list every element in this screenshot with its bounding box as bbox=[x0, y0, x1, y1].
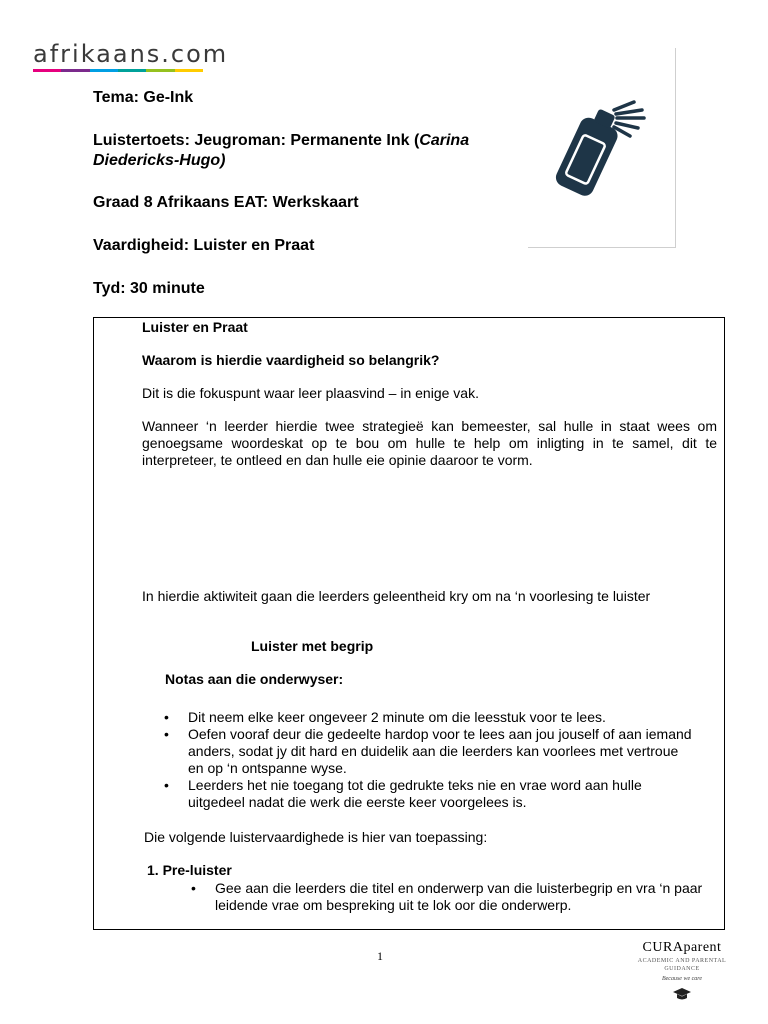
bullet-icon: • bbox=[164, 777, 169, 793]
bullet-icon: • bbox=[191, 880, 196, 896]
luistertoets-heading bbox=[93, 131, 533, 171]
logo-bar-segment bbox=[33, 69, 61, 72]
strategy-paragraph: Wanneer ‘n leerder hierdie twee strategieë kan bemeester, sal hulle in staat wees om genoegsame woordeskat op te bou om hulle te help om inligting in te samel, dit te interpreteer, te ontleed en dan hulle eie opinie daaroor te vorm. bbox=[142, 418, 717, 468]
spray-can-image bbox=[528, 48, 676, 248]
content-box bbox=[93, 317, 725, 930]
activity-text: In hierdie aktiwiteit gaan die leerders geleentheid kry om na ‘n voorlesing te luister bbox=[142, 588, 651, 604]
graduation-cap-icon bbox=[672, 987, 692, 1001]
tema-heading: Tema: Ge-Ink bbox=[93, 89, 194, 106]
logo-color-bar bbox=[33, 69, 203, 72]
box-title: Luister en Praat bbox=[142, 319, 248, 335]
list-item bbox=[191, 880, 711, 914]
list-item-text: Oefen vooraf deur die gedeelte hardop voor te lees aan jou jouself of aan iemand anders, sodat jy dit hard en duidelik aan die leerders kan voorlees met vertroue en op ‘n ontspanne wyse. bbox=[188, 726, 692, 776]
page-number: 1 bbox=[377, 949, 383, 963]
pre-listen-list bbox=[191, 880, 711, 914]
tyd-heading: Tyd: 30 minute bbox=[93, 280, 205, 297]
logo-text: afrikaans.com bbox=[33, 40, 229, 68]
box-question: Waarom is hierdie vaardigheid so belangrik? bbox=[142, 352, 440, 368]
logo-bar-segment bbox=[118, 69, 146, 72]
logo-bar-segment bbox=[61, 69, 89, 72]
skills-intro: Die volgende luistervaardighede is hier van toepassing: bbox=[144, 829, 488, 845]
author-name: Carina Diedericks-Hugo) bbox=[93, 132, 470, 169]
notes-heading: Notas aan die onderwyser: bbox=[165, 671, 344, 687]
graad-heading: Graad 8 Afrikaans EAT: Werkskaart bbox=[93, 194, 359, 211]
list-item bbox=[164, 726, 694, 777]
section-heading: Luister met begrip bbox=[251, 638, 374, 654]
list-item-text: Dit neem elke keer ongeveer 2 minute om die leesstuk voor te lees. bbox=[188, 709, 606, 725]
logo-bar-segment bbox=[146, 69, 174, 72]
vaardigheid-heading: Vaardigheid: Luister en Praat bbox=[93, 237, 315, 254]
pre-listen-heading: 1. Pre-luister bbox=[147, 862, 232, 878]
list-item-text: Gee aan die leerders die titel en onderwerp van die luisterbegrip en vra ‘n paar leidende vrae om bespreking uit te lok oor die onderwerp. bbox=[215, 880, 703, 913]
logo-bar-segment bbox=[90, 69, 118, 72]
list-item bbox=[164, 709, 694, 726]
bullet-icon: • bbox=[164, 726, 169, 742]
afrikaans-logo[interactable] bbox=[33, 40, 228, 72]
focus-text: Dit is die fokuspunt waar leer plaasvind – in enige vak. bbox=[142, 385, 479, 401]
spray-can-icon bbox=[546, 96, 658, 196]
brand-subtitle: ACADEMIC AND PARENTAL GUIDANCE bbox=[637, 958, 727, 972]
brand-tagline: Because we care bbox=[661, 976, 703, 982]
list-item-text: Leerders het nie toegang tot die gedrukte teks nie en vrae word aan hulle uitgedeel nadat die werk die eerste keer voorgelees is. bbox=[188, 777, 642, 810]
list-item bbox=[164, 777, 694, 811]
luistertoets-title: Luistertoets: Jeugroman: Permanente Ink ( bbox=[93, 132, 420, 149]
logo-bar-segment bbox=[175, 69, 203, 72]
curaparent-logo bbox=[628, 939, 736, 1006]
notes-list bbox=[164, 709, 694, 811]
brand-name: CURAparent bbox=[642, 940, 722, 955]
bullet-icon: • bbox=[164, 709, 169, 725]
